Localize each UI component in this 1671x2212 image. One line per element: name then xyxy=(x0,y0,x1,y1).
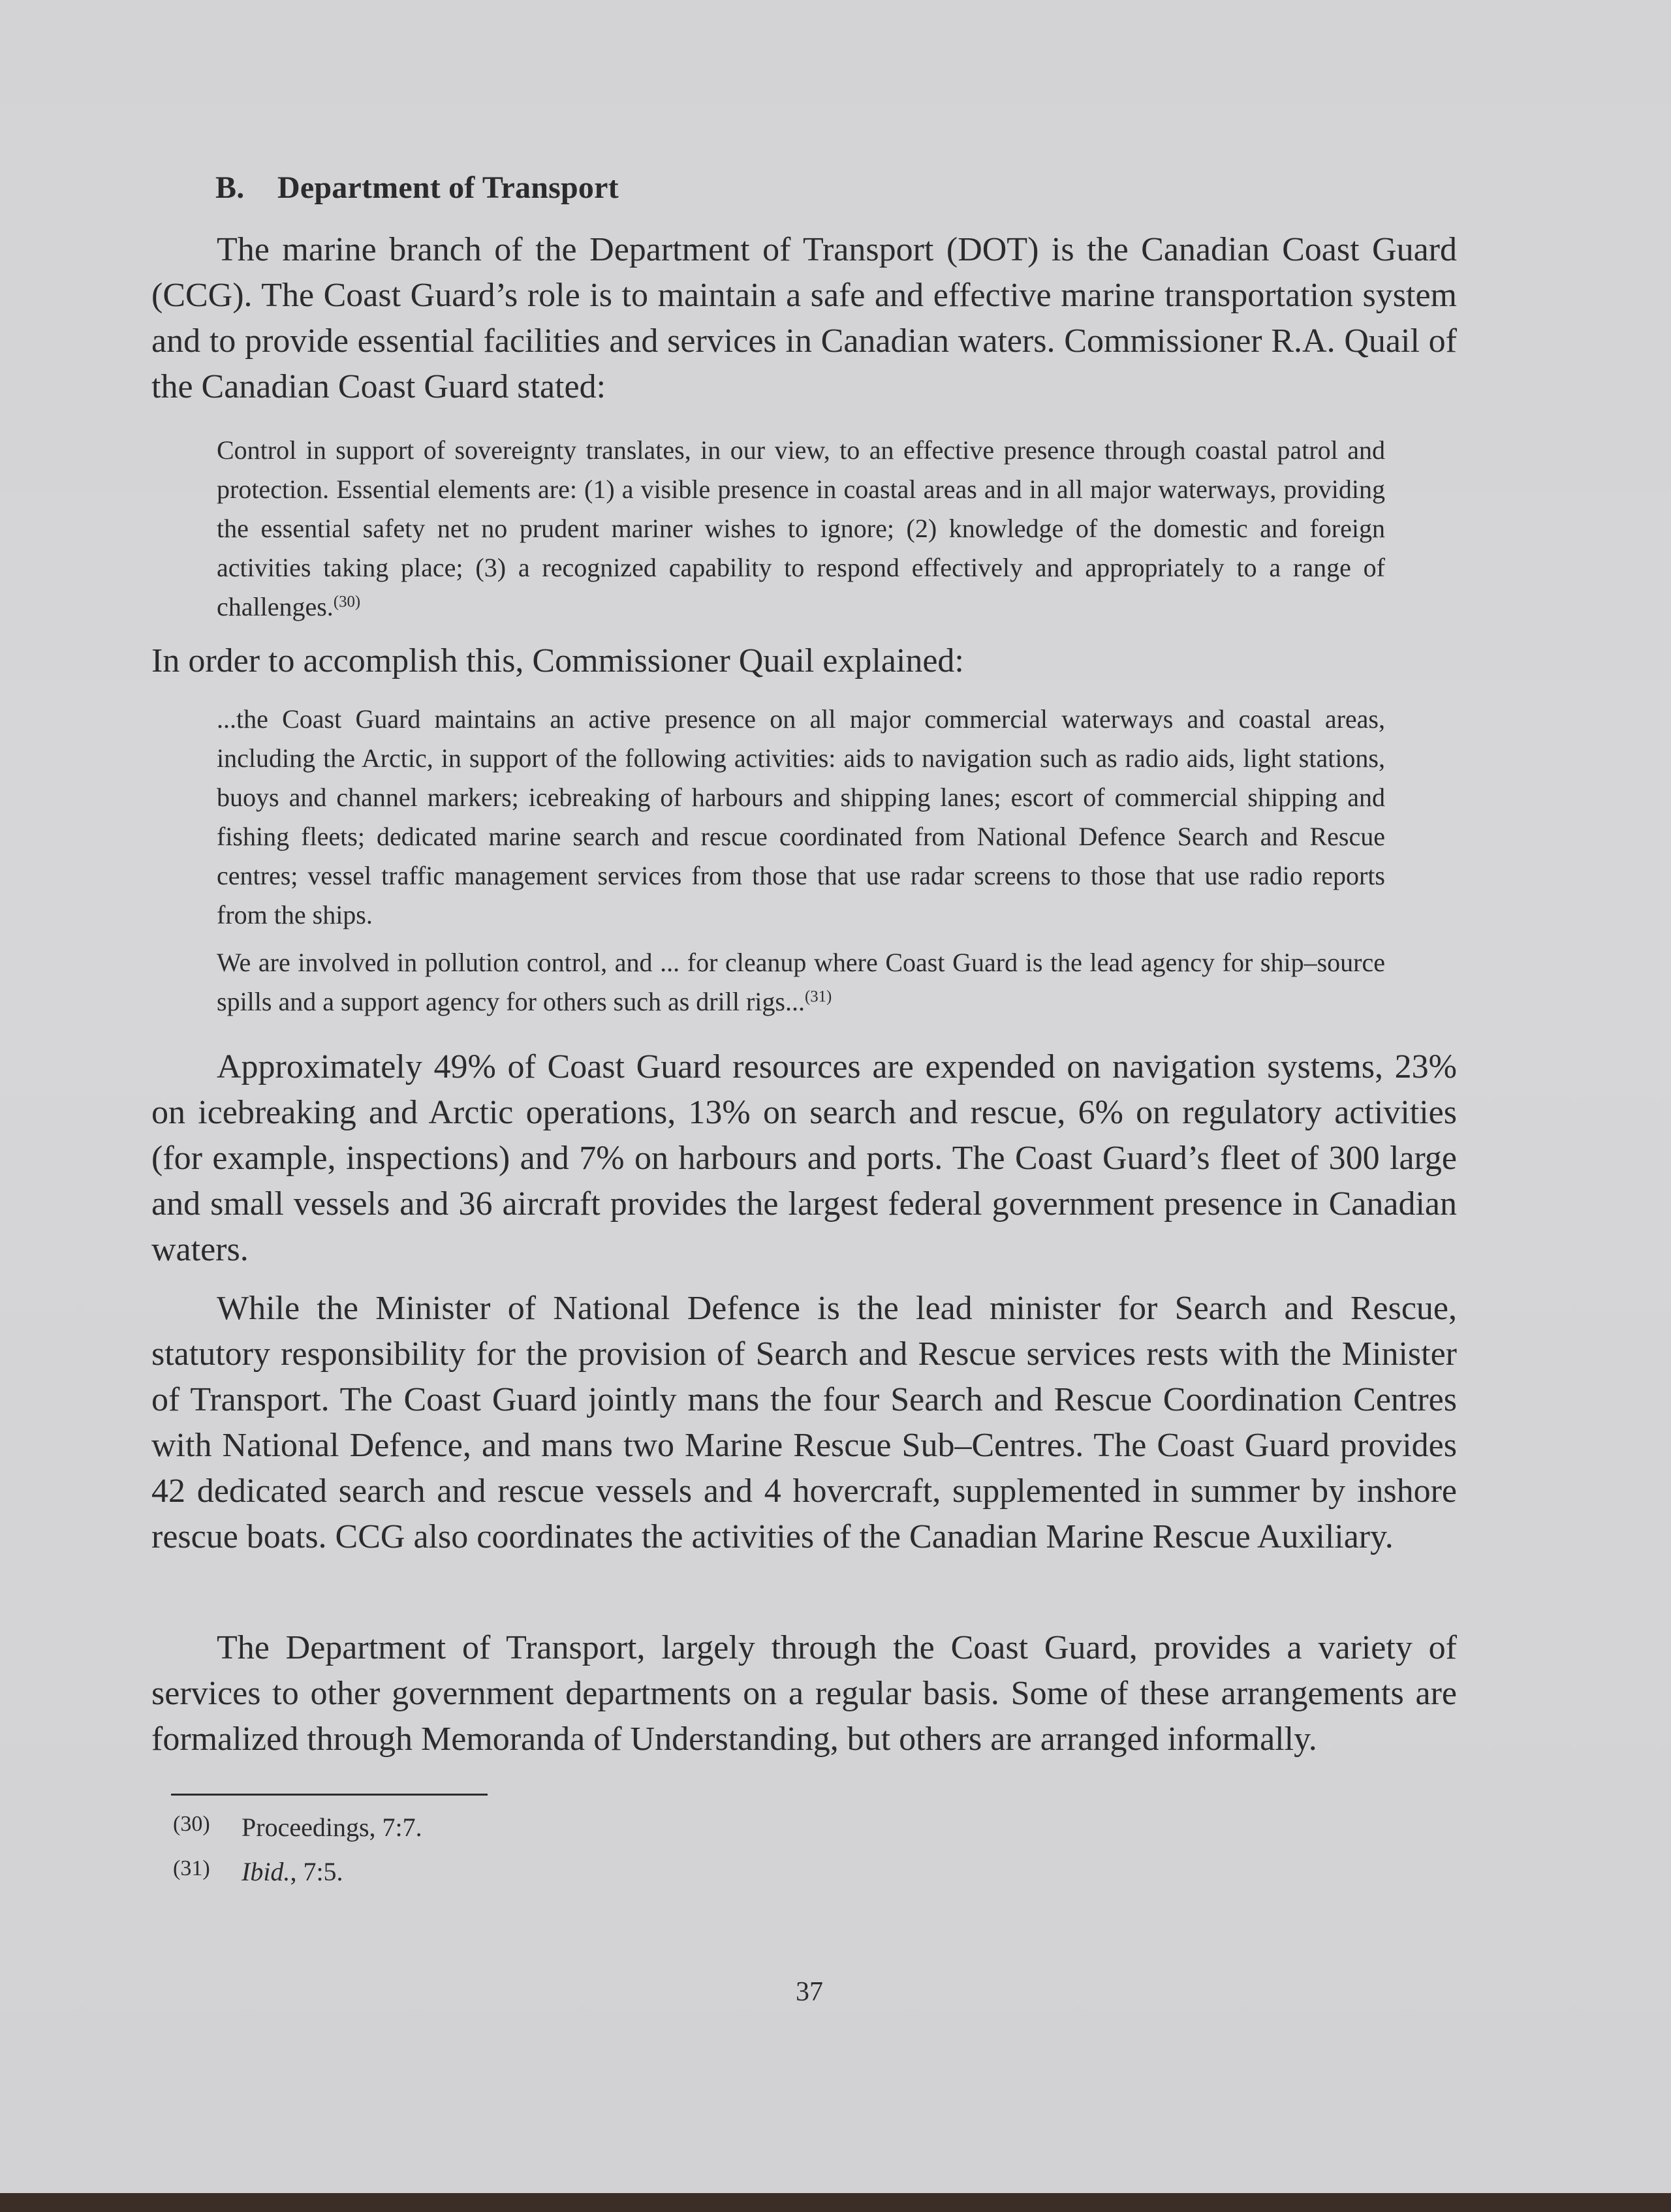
footnote-30 xyxy=(173,1808,422,1844)
section-number: B. xyxy=(215,170,245,205)
page-number: 37 xyxy=(796,1977,823,2007)
block-quote-3-text: We are involved in pollution control, and ... for cleanup where Coast Guard is the lead agency for ship–source spills and a support agency for others such as drill rigs... xyxy=(217,948,1385,1016)
footnote-ref-31: (31) xyxy=(804,988,832,1006)
paragraph-3: Approximately 49% of Coast Guard resources are expended on navigation systems, 23% on icebreaking and Arctic operations, 13% on search and rescue, 6% on regulatory activities (for example, inspections) and 7% on harbours and ports. The Coast Guard’s fleet of 300 large and small vessels and 36 aircraft provides the largest federal government presence in Canadian waters. xyxy=(151,1048,1457,1268)
paragraph-1: The marine branch of the Department of Transport (DOT) is the Canadian Coast Guard (CCG). The Coast Guard’s role is to maintain a safe and effective marine transportation system and to provide essential facilities and services in Canadian waters. Commissioner R.A. Quail of the Canadian Coast Guard stated: xyxy=(151,231,1457,405)
section-heading xyxy=(215,170,619,206)
block-quote-1 xyxy=(217,431,1385,627)
paragraph-2: In order to accomplish this, Commissioner Quail explained: xyxy=(151,642,964,679)
block-quote-1-text: Control in support of sovereignty translates, in our view, to an effective presence through coastal patrol and protection. Essential elements are: (1) a visible presence in coastal areas and in all major waterways, providing the essential safety net no prudent mariner wishes to ignore; (2) knowledge of the domestic and foreign activities taking place; (3) a recognized capability to respond effectively and appropriately to a range of challenges. xyxy=(217,435,1385,621)
footnote-31 xyxy=(173,1852,343,1888)
footnote-text-italic: Ibid. xyxy=(242,1857,290,1886)
footnote-text: , 7:5. xyxy=(290,1857,343,1886)
footnote-text: Proceedings, 7:7. xyxy=(242,1813,422,1842)
footnote-ref-30: (30) xyxy=(333,593,361,611)
page-bottom-edge xyxy=(0,2193,1671,2212)
footnote-mark: (30) xyxy=(173,1812,210,1836)
block-quote-3 xyxy=(217,943,1385,1021)
footnote-separator xyxy=(171,1794,488,1796)
section-title: Department of Transport xyxy=(277,170,619,205)
footnote-mark: (31) xyxy=(173,1856,210,1880)
paragraph-4: While the Minister of National Defence is the lead minister for Search and Rescue, statutory responsibility for the provision of Search and Rescue services rests with the Minister of Transport. The Coast Guard jointly mans the four Search and Rescue Coordination Centres with National Defence, and mans two Marine Rescue Sub–Centres. The Coast Guard provides 42 dedicated search and rescue vessels and 4 hovercraft, supplemented in summer by inshore rescue boats. CCG also coordinates the activities of the Canadian Marine Rescue Auxiliary. xyxy=(151,1290,1457,1555)
block-quote-2: ...the Coast Guard maintains an active presence on all major commercial waterways and coastal areas, including the Arctic, in support of the following activities: aids to navigation such as radio aids, light stations, buoys and channel markers; icebreaking of harbours and shipping lanes; escort of commercial shipping and fishing fleets; dedicated marine search and rescue coordinated from National Defence Search and Rescue centres; vessel traffic management services from those that use radar screens to those that use radio reports from the ships. xyxy=(217,704,1385,929)
paragraph-5: The Department of Transport, largely through the Coast Guard, provides a variety of services to other government departments on a regular basis. Some of these arrangements are formalized through Memoranda of Understanding, but others are arranged informally. xyxy=(151,1629,1457,1758)
